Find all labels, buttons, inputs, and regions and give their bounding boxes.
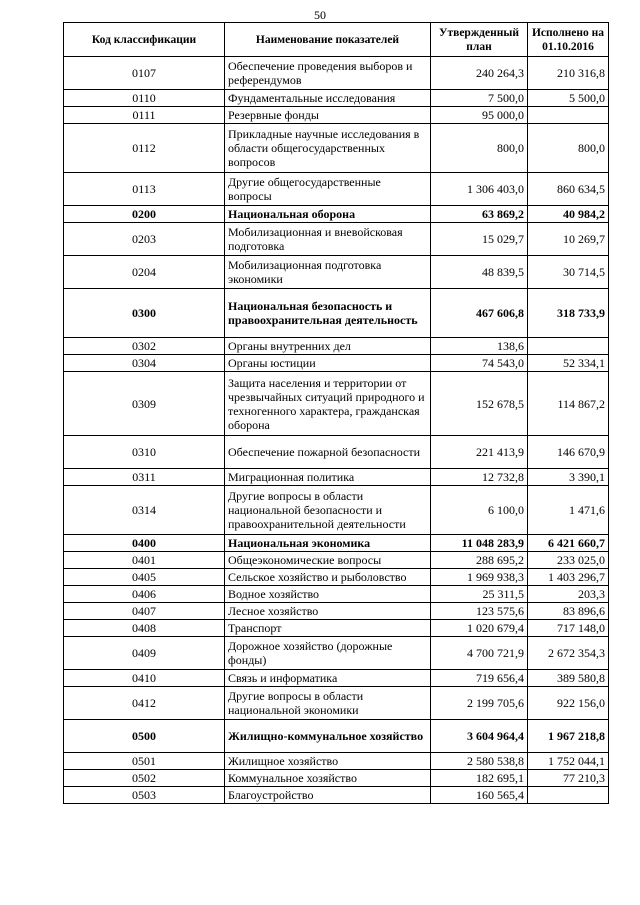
cell-code: 0401 xyxy=(64,552,225,569)
table-row xyxy=(64,223,609,256)
table-row xyxy=(64,603,609,620)
cell-exec: 1 471,6 xyxy=(528,486,609,535)
table-row xyxy=(64,552,609,569)
table-row xyxy=(64,586,609,603)
header-exec: Исполнено на 01.10.2016 xyxy=(528,23,609,57)
cell-exec: 6 421 660,7 xyxy=(528,535,609,552)
cell-name: Обеспечение пожарной безопасности xyxy=(225,436,431,469)
cell-code: 0311 xyxy=(64,469,225,486)
cell-name: Другие вопросы в области национальной безопасности и правоохранительной деятельности xyxy=(225,486,431,535)
cell-plan: 2 199 705,6 xyxy=(431,687,528,720)
cell-code: 0405 xyxy=(64,569,225,586)
cell-plan: 288 695,2 xyxy=(431,552,528,569)
cell-name: Другие вопросы в области национальной экономики xyxy=(225,687,431,720)
cell-code: 0412 xyxy=(64,687,225,720)
cell-plan: 6 100,0 xyxy=(431,486,528,535)
cell-name: Мобилизационная подготовка экономики xyxy=(225,256,431,289)
cell-plan: 48 839,5 xyxy=(431,256,528,289)
page-number: 50 xyxy=(314,8,326,22)
cell-exec: 860 634,5 xyxy=(528,173,609,206)
table-row xyxy=(64,355,609,372)
cell-code: 0408 xyxy=(64,620,225,637)
cell-exec: 114 867,2 xyxy=(528,372,609,436)
cell-exec: 922 156,0 xyxy=(528,687,609,720)
cell-plan: 138,6 xyxy=(431,338,528,355)
table-body xyxy=(64,57,609,804)
table-row xyxy=(64,687,609,720)
cell-code: 0302 xyxy=(64,338,225,355)
cell-exec: 1 403 296,7 xyxy=(528,569,609,586)
cell-plan: 221 413,9 xyxy=(431,436,528,469)
cell-name: Обеспечение проведения выборов и референдумов xyxy=(225,57,431,90)
cell-code: 0309 xyxy=(64,372,225,436)
table-row xyxy=(64,637,609,670)
table-row xyxy=(64,124,609,173)
table-row xyxy=(64,90,609,107)
cell-exec: 146 670,9 xyxy=(528,436,609,469)
table-row xyxy=(64,372,609,436)
cell-exec: 83 896,6 xyxy=(528,603,609,620)
cell-exec: 800,0 xyxy=(528,124,609,173)
cell-code: 0203 xyxy=(64,223,225,256)
table-row xyxy=(64,753,609,770)
cell-code: 0409 xyxy=(64,637,225,670)
cell-exec xyxy=(528,787,609,804)
cell-plan: 240 264,3 xyxy=(431,57,528,90)
cell-name: Жилищное хозяйство xyxy=(225,753,431,770)
cell-name: Защита населения и территории от чрезвычайных ситуаций природного и техногенного характера, гражданская оборона xyxy=(225,372,431,436)
table-row xyxy=(64,469,609,486)
cell-name: Коммунальное хозяйство xyxy=(225,770,431,787)
table-row xyxy=(64,57,609,90)
table-row xyxy=(64,206,609,223)
cell-code: 0113 xyxy=(64,173,225,206)
cell-code: 0200 xyxy=(64,206,225,223)
cell-code: 0314 xyxy=(64,486,225,535)
cell-exec: 77 210,3 xyxy=(528,770,609,787)
cell-name: Сельское хозяйство и рыболовство xyxy=(225,569,431,586)
cell-exec: 318 733,9 xyxy=(528,289,609,338)
cell-name: Прикладные научные исследования в области общегосударственных вопросов xyxy=(225,124,431,173)
cell-exec: 717 148,0 xyxy=(528,620,609,637)
table-row xyxy=(64,535,609,552)
table-row xyxy=(64,436,609,469)
cell-code: 0501 xyxy=(64,753,225,770)
cell-exec: 389 580,8 xyxy=(528,670,609,687)
cell-name: Резервные фонды xyxy=(225,107,431,124)
table-row xyxy=(64,338,609,355)
cell-code: 0502 xyxy=(64,770,225,787)
cell-exec: 52 334,1 xyxy=(528,355,609,372)
cell-exec xyxy=(528,338,609,355)
cell-plan: 800,0 xyxy=(431,124,528,173)
cell-code: 0410 xyxy=(64,670,225,687)
cell-code: 0500 xyxy=(64,720,225,753)
cell-plan: 1 969 938,3 xyxy=(431,569,528,586)
cell-code: 0400 xyxy=(64,535,225,552)
cell-exec: 203,3 xyxy=(528,586,609,603)
cell-exec: 10 269,7 xyxy=(528,223,609,256)
cell-code: 0107 xyxy=(64,57,225,90)
table-row xyxy=(64,787,609,804)
cell-name: Общеэкономические вопросы xyxy=(225,552,431,569)
cell-name: Лесное хозяйство xyxy=(225,603,431,620)
cell-name: Миграционная политика xyxy=(225,469,431,486)
cell-code: 0310 xyxy=(64,436,225,469)
cell-plan: 25 311,5 xyxy=(431,586,528,603)
cell-code: 0503 xyxy=(64,787,225,804)
cell-plan: 74 543,0 xyxy=(431,355,528,372)
table-row xyxy=(64,720,609,753)
budget-table xyxy=(63,22,609,804)
cell-name: Национальная экономика xyxy=(225,535,431,552)
cell-exec: 1 752 044,1 xyxy=(528,753,609,770)
cell-exec: 2 672 354,3 xyxy=(528,637,609,670)
cell-exec: 233 025,0 xyxy=(528,552,609,569)
cell-plan: 63 869,2 xyxy=(431,206,528,223)
cell-exec: 3 390,1 xyxy=(528,469,609,486)
header-name: Наименование показателей xyxy=(225,23,431,57)
cell-plan: 95 000,0 xyxy=(431,107,528,124)
table-row xyxy=(64,770,609,787)
table-row xyxy=(64,620,609,637)
cell-name: Фундаментальные исследования xyxy=(225,90,431,107)
cell-code: 0112 xyxy=(64,124,225,173)
cell-plan: 4 700 721,9 xyxy=(431,637,528,670)
table-row xyxy=(64,107,609,124)
cell-name: Дорожное хозяйство (дорожные фонды) xyxy=(225,637,431,670)
cell-name: Другие общегосударственные вопросы xyxy=(225,173,431,206)
cell-plan: 160 565,4 xyxy=(431,787,528,804)
table-header-row xyxy=(64,23,609,57)
header-plan: Утвержденный план xyxy=(431,23,528,57)
cell-exec: 5 500,0 xyxy=(528,90,609,107)
cell-exec: 210 316,8 xyxy=(528,57,609,90)
cell-code: 0111 xyxy=(64,107,225,124)
cell-plan: 15 029,7 xyxy=(431,223,528,256)
cell-exec xyxy=(528,107,609,124)
cell-code: 0204 xyxy=(64,256,225,289)
table-row xyxy=(64,173,609,206)
cell-plan: 12 732,8 xyxy=(431,469,528,486)
cell-plan: 182 695,1 xyxy=(431,770,528,787)
cell-code: 0300 xyxy=(64,289,225,338)
cell-plan: 2 580 538,8 xyxy=(431,753,528,770)
cell-plan: 1 306 403,0 xyxy=(431,173,528,206)
cell-plan: 152 678,5 xyxy=(431,372,528,436)
cell-name: Жилищно-коммунальное хозяйство xyxy=(225,720,431,753)
cell-name: Органы юстиции xyxy=(225,355,431,372)
cell-plan: 11 048 283,9 xyxy=(431,535,528,552)
cell-name: Мобилизационная и вневойсковая подготовка xyxy=(225,223,431,256)
table-row xyxy=(64,569,609,586)
cell-plan: 719 656,4 xyxy=(431,670,528,687)
cell-plan: 7 500,0 xyxy=(431,90,528,107)
cell-exec: 30 714,5 xyxy=(528,256,609,289)
cell-code: 0407 xyxy=(64,603,225,620)
cell-plan: 467 606,8 xyxy=(431,289,528,338)
table-row xyxy=(64,289,609,338)
cell-name: Органы внутренних дел xyxy=(225,338,431,355)
cell-name: Национальная безопасность и правоохранительная деятельность xyxy=(225,289,431,338)
table-row xyxy=(64,486,609,535)
cell-plan: 1 020 679,4 xyxy=(431,620,528,637)
cell-exec: 1 967 218,8 xyxy=(528,720,609,753)
cell-code: 0304 xyxy=(64,355,225,372)
header-code: Код классификации xyxy=(64,23,225,57)
cell-exec: 40 984,2 xyxy=(528,206,609,223)
cell-plan: 123 575,6 xyxy=(431,603,528,620)
cell-name: Транспорт xyxy=(225,620,431,637)
table-row xyxy=(64,256,609,289)
cell-code: 0110 xyxy=(64,90,225,107)
table-row xyxy=(64,670,609,687)
cell-name: Национальная оборона xyxy=(225,206,431,223)
cell-name: Связь и информатика xyxy=(225,670,431,687)
cell-name: Благоустройство xyxy=(225,787,431,804)
cell-plan: 3 604 964,4 xyxy=(431,720,528,753)
cell-name: Водное хозяйство xyxy=(225,586,431,603)
cell-code: 0406 xyxy=(64,586,225,603)
